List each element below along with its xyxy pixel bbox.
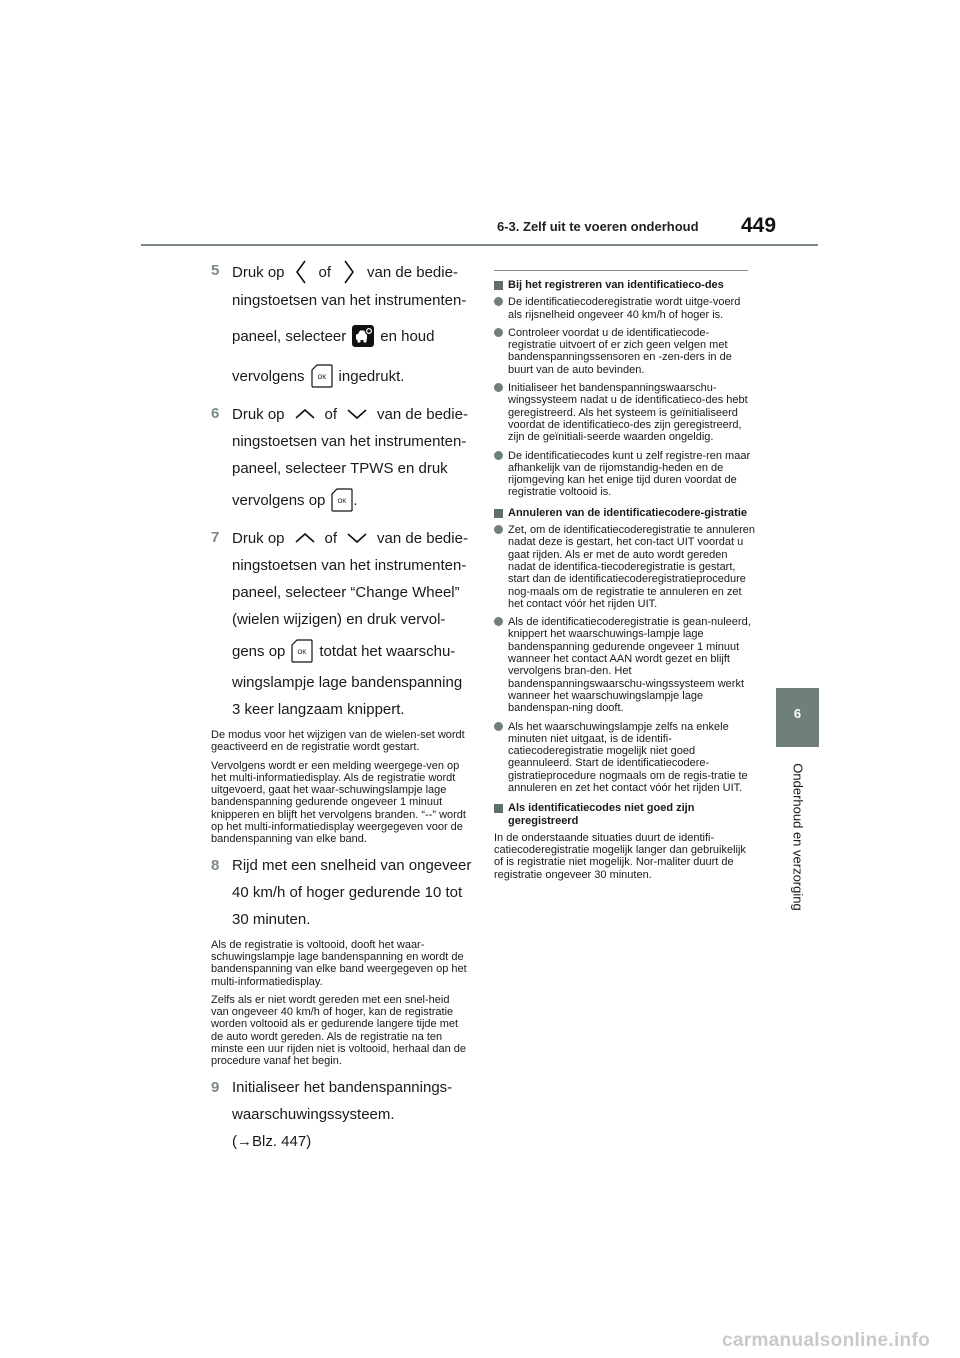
step-text: . <box>353 491 358 509</box>
step-number: 5 <box>211 262 220 279</box>
step-5 <box>211 257 469 394</box>
chevron-up-icon <box>295 408 315 420</box>
svg-text:OK: OK <box>317 375 326 381</box>
chevron-left-icon <box>295 259 307 285</box>
step-number: 7 <box>211 529 220 546</box>
ok-button-icon <box>291 639 313 663</box>
step-9 <box>211 1074 469 1155</box>
step-text: Initialiseer het bandenspannings- <box>232 1078 453 1096</box>
bullet-dot-icon <box>494 617 503 626</box>
bullet-text: De identificatiecodes kunt u zelf registre-ren maar afhankelijk van de rijomstandig-heden en de rijomgeving kan het enige tijd duren voordat de registratie voltooid is. <box>508 449 751 499</box>
step-text: of <box>318 263 332 281</box>
step-text: wingslampje lage bandenspanning <box>232 674 463 691</box>
step-text: vervolgens op <box>232 491 326 509</box>
chapter-label <box>786 755 810 919</box>
ok-button-icon <box>311 364 333 388</box>
sub-heading-text: Annuleren van de identificatiecodere-gistratie <box>508 506 748 519</box>
step-note: Als de registratie is voltooid, dooft het waar-schuwingslampje lage bandenspanning en wordt de bandenspanning van elke band weergegeven op het multi-informatiedisplay. <box>211 938 467 988</box>
step-text: vervolgens <box>232 367 305 385</box>
step-text: waarschuwingssysteem. <box>232 1105 395 1123</box>
step-text: 3 keer langzaam knippert. <box>232 701 405 718</box>
sub-heading <box>494 279 756 291</box>
step-6 <box>211 400 469 518</box>
step-text: ingedrukt. <box>338 367 405 385</box>
bullet-dot-icon <box>494 722 503 731</box>
bullet-item <box>494 296 756 321</box>
square-bullet-icon <box>494 804 503 813</box>
step-text: gens op <box>232 642 286 660</box>
step-text: Druk op <box>232 529 285 547</box>
bullet-text: Initialiseer het bandenspanningswaarschu-wingssysteem nadat u de identificatieco-des hebt geregistreerd. Als het systeem is geïnitialiseerd voordat de identificatieco-des zijn geregistreerd, zijn de geïnitiali-seerde waarden ongeldig. <box>508 382 748 444</box>
step-text: paneel, selecteer <box>232 327 347 345</box>
step-8 <box>211 852 472 933</box>
bullet-text: Controleer voordat u de identificatiecode-registratie uitvoert of er zich geen velgen met bandenspanningssensoren en -zen-ders in de buurt van de auto bevinden. <box>508 326 732 376</box>
square-bullet-icon <box>494 281 503 290</box>
step-text: (wielen wijzigen) en druk vervol- <box>232 611 446 628</box>
watermark: carmanualsonline.info <box>722 1330 930 1351</box>
paragraph: In de onderstaande situaties duurt de identifi-catiecoderegistratie mogelijk langer dan gebruikelijk of is registratie niet mogelijk. Nor-maliter duurt de registratie ongeveer 30 minuten. <box>494 831 746 881</box>
section-title: 6-3. Zelf uit te voeren onderhoud <box>497 219 699 234</box>
step-text: 30 minuten. <box>232 910 311 928</box>
bullet-item <box>494 382 756 443</box>
step-text: of <box>324 405 338 423</box>
sub-heading <box>494 802 756 827</box>
bullet-dot-icon <box>494 451 503 460</box>
step-text: ningstoetsen van het instrumenten- <box>232 292 467 309</box>
chapter-tab <box>776 688 819 747</box>
bullet-dot-icon <box>494 328 503 337</box>
chevron-up-icon <box>295 532 315 544</box>
step-note: De modus voor het wijzigen van de wielen-set wordt geactiveerd en de registratie wordt gestart. <box>211 729 465 754</box>
step-text: totdat het waarschu- <box>319 642 456 660</box>
step-number: 6 <box>211 405 220 422</box>
step-number: 8 <box>211 856 220 874</box>
svg-text:OK: OK <box>298 650 307 656</box>
chevron-down-icon <box>347 408 367 420</box>
step-text: ningstoetsen van het instrumenten- <box>232 557 467 574</box>
ok-button-icon <box>331 488 353 512</box>
bullet-dot-icon <box>494 525 503 534</box>
svg-text:OK: OK <box>338 499 347 505</box>
step-number: 9 <box>211 1078 220 1096</box>
step-text: 40 km/h of hoger gedurende 10 tot <box>232 883 463 901</box>
step-text: Rijd met een snelheid van ongeveer <box>232 856 472 874</box>
chevron-right-icon <box>343 259 355 285</box>
step-text: Druk op <box>232 263 285 281</box>
step-note: Vervolgens wordt er een melding weergege-ven op het multi-informatiedisplay. Als de registratie wordt uitgevoerd, gaat het waar-schuwingslampje lage bandenspanning gedurende ongeveer 1 minuut knipperen en blijft het vervolgens branden. “--” wordt op het multi-informatiedisplay weergegeven voor de bandenspanning van elke band. <box>211 759 466 846</box>
bullet-dot-icon <box>494 297 503 306</box>
right-column <box>494 270 756 881</box>
step-text: Druk op <box>232 405 285 423</box>
car-settings-icon <box>352 325 374 347</box>
step-text: paneel, selecteer TPWS en druk <box>232 460 448 477</box>
step-7 <box>211 524 469 723</box>
square-bullet-icon <box>494 509 503 518</box>
step-text: en houd <box>380 327 435 345</box>
sub-heading-text: Als identificatiecodes niet goed zijn geregistreerd <box>508 802 695 827</box>
header-divider <box>141 244 818 246</box>
chapter-number: 6 <box>793 706 802 721</box>
bullet-text: Als het waarschuwingslampje zelfs na enkele minuten niet uitgaat, is de identifi-catiecoderegistratie mogelijk niet goed geannuleerd. Start de identificatiecodere-gistratieprocedure nogmaals om de regis-tratie te annuleren en zet het contact vóór het rijden UIT. <box>508 720 748 794</box>
page-reference-link[interactable]: (→Blz. 447) <box>232 1132 312 1150</box>
sub-heading <box>494 507 756 519</box>
bullet-text: Als de identificatiecoderegistratie is gean-nuleerd, knippert het waarschuwings-lampje lage bandenspanning gedurende ongeveer 1 minuut wanneer het contact AAN wordt gezet en blijft vervolgens bran-den. Het bandenspanningswaarschu-wingssysteem werkt wanneer het waarschuwingslampje lage bandenspan-ning dooft. <box>508 616 751 715</box>
bullet-dot-icon <box>494 383 503 392</box>
bullet-item <box>494 524 756 610</box>
left-column <box>211 257 472 1161</box>
step-text: van de bedie- <box>377 405 468 423</box>
step-note: Zelfs als er niet wordt gereden met een snel-heid van ongeveer 40 km/h of hoger, kan de registratie worden voltooid als er gedurende langere tijde met de auto wordt gereden. Als de registratie na ten minste een uur rijden niet is voltooid, herhaal dan de procedure vanaf het begin. <box>211 993 466 1068</box>
step-text: ningstoetsen van het instrumenten- <box>232 433 467 450</box>
column-divider <box>494 270 748 271</box>
step-text: of <box>324 529 338 547</box>
chapter-label-text: Onderhoud en verzorging <box>790 763 806 911</box>
step-text: van de bedie- <box>367 263 458 281</box>
step-text: paneel, selecteer “Change Wheel” <box>232 584 460 601</box>
bullet-text: Zet, om de identificatiecoderegistratie te annuleren nadat deze is gestart, het con-tact UIT voordat u gaat rijden. Als er met de auto wordt gereden nadat de identifica-tiecoderegistratie is gestart, start dan de identificatiecoderegistratieprocedure nog-maals om de registratie te annuleren en zet het contact vóór het rijden UIT. <box>508 524 756 610</box>
bullet-text: De identificatiecoderegistratie wordt uitge-voerd als rijsnelheid ongeveer 40 km/h of hoger is. <box>508 296 741 321</box>
bullet-item <box>494 721 756 795</box>
chevron-down-icon <box>347 532 367 544</box>
sub-heading-text: Bij het registreren van identificatieco-des <box>508 279 724 291</box>
bullet-item <box>494 327 756 376</box>
bullet-item <box>494 450 756 499</box>
step-text: van de bedie- <box>377 529 468 547</box>
bullet-item <box>494 616 756 714</box>
page-number: 449 <box>741 214 777 237</box>
